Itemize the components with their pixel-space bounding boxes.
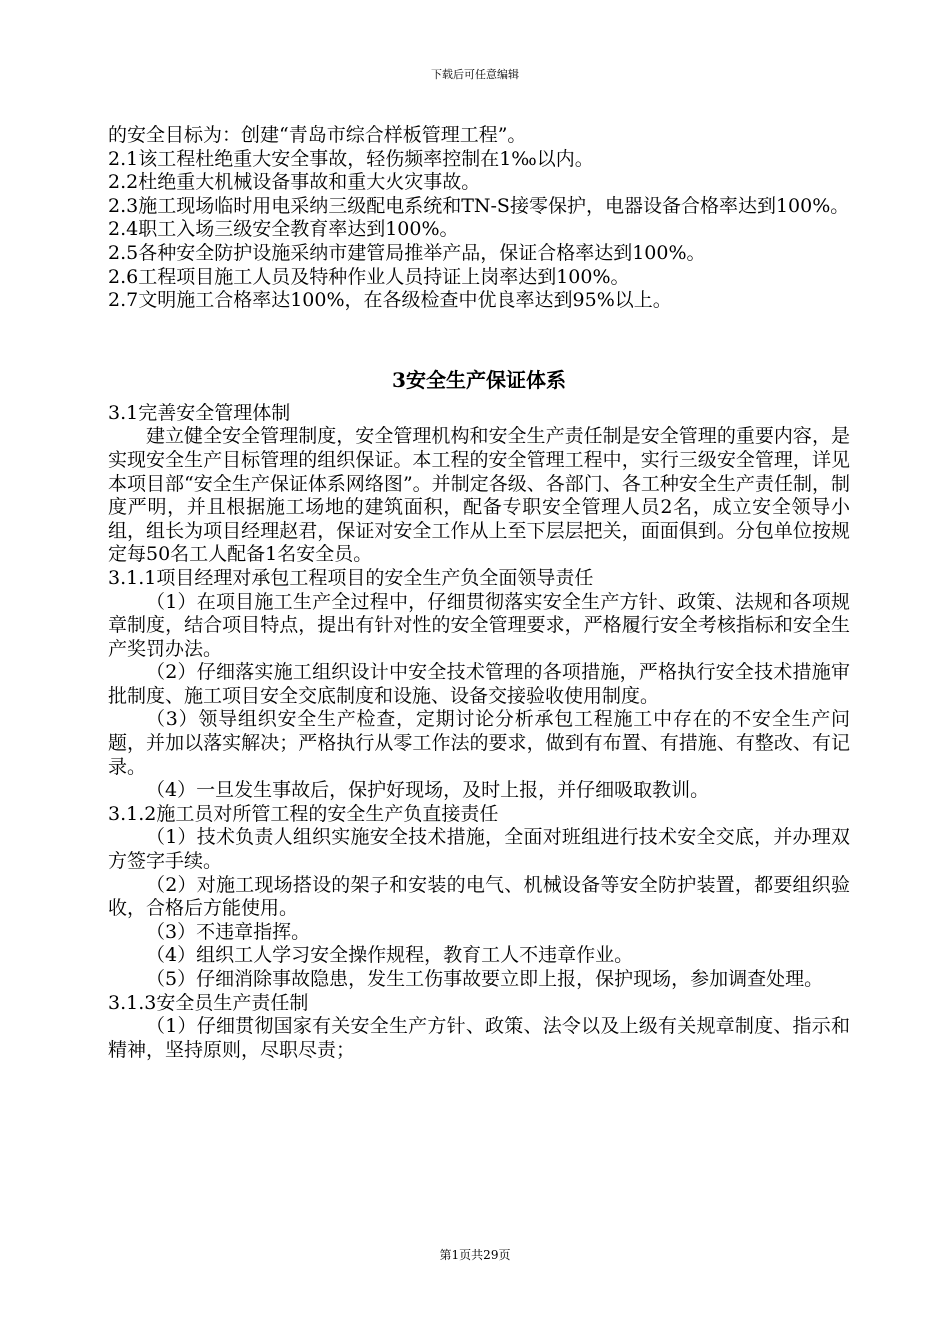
list-item: （1）在项目施工生产全过程中，仔细贯彻落实安全生产方针、政策、法规和各项规章制度，结合项目特点，提出有针对性的安全管理要求，严格履行安全考核指标和安全生产奖罚办法。 — [108, 590, 850, 660]
subsection-heading: 3.1.2施工员对所管工程的安全生产负直接责任 — [108, 802, 499, 825]
target-item: 2.4职工入场三级安全教育率达到100%。 — [108, 218, 459, 241]
subsection-heading: 3.1.1项目经理对承包工程项目的安全生产负全面领导责任 — [108, 566, 594, 589]
document-body — [108, 124, 850, 1062]
intro-line: 的安全目标为：创建“青岛市综合样板管理工程”。 — [108, 124, 527, 146]
target-item: 2.3施工现场临时用电采纳三级配电系统和TN-S接零保护，电器设备合格率达到100%。 — [108, 194, 850, 217]
list-item: （4）一旦发生事故后，保护好现场，及时上报，并仔细吸取教训。 — [146, 779, 710, 802]
section-title: 3安全生产保证体系 — [392, 367, 566, 392]
target-item: 2.1该工程杜绝重大安全事故，轻伤频率控制在1‰以内。 — [108, 147, 594, 170]
paragraph: 建立健全安全管理制度，安全管理机构和安全生产责任制是安全管理的重要内容，是实现安全生产目标管理的组织保证。本工程的安全管理工程中，实行三级安全管理，详见本项目部“安全生产保证体系网络图”。并制定各级、各部门、各工种安全生产责任制，制度严明，并且根据施工场地的建筑面积，配备专职安全管理人员2名，成立安全领导小组，组长为项目经理赵君，保证对安全工作从上至下层层把关，面面俱到。分包单位按规定每50名工人配备1名安全员。 — [108, 425, 850, 566]
page-footer: 第1页共29页 — [439, 1248, 511, 1262]
list-item: （2）仔细落实施工组织设计中安全技术管理的各项措施，严格执行安全技术措施审批制度、施工项目安全交底制度和设施、设备交接验收使用制度。 — [108, 661, 850, 707]
page-header: 下载后可任意编辑 — [431, 68, 519, 81]
subsection-heading: 3.1.3安全员生产责任制 — [108, 991, 309, 1014]
list-item: （3）领导组织安全生产检查，定期讨论分析承包工程施工中存在的不安全生产问题，并加以落实解决；严格执行从零工作法的要求，做到有布置、有措施、有整改、有记录。 — [108, 708, 850, 778]
subsection-heading: 3.1完善安全管理体制 — [108, 401, 291, 424]
list-item: （3）不违章指挥。 — [146, 920, 311, 943]
target-item: 2.2杜绝重大机械设备事故和重大火灾事故。 — [108, 171, 481, 194]
target-item: 2.6工程项目施工人员及特种作业人员持证上岗率达到100%。 — [108, 265, 630, 288]
spacer — [108, 313, 850, 360]
target-item: 2.5各种安全防护设施采纳市建管局推举产品，保证合格率达到100%。 — [108, 241, 706, 264]
target-item: 2.7文明施工合格率达100%，在各级检查中优良率达到95%以上。 — [108, 289, 672, 312]
list-item: （1）仔细贯彻国家有关安全生产方针、政策、法令以及上级有关规章制度、指示和精神，坚持原则，尽职尽责； — [108, 1015, 850, 1061]
list-item: （4）组织工人学习安全操作规程，教育工人不违章作业。 — [146, 944, 634, 967]
list-item: （2）对施工现场搭设的架子和安装的电气、机械设备等安全防护装置，都要组织验收，合格后方能使用。 — [108, 873, 850, 920]
list-item: （1）技术负责人组织实施安全技术措施，全面对班组进行技术安全交底，并办理双方签字手续。 — [108, 826, 850, 873]
list-item: （5）仔细消除事故隐患，发生工伤事故要立即上报，保护现场，参加调查处理。 — [146, 968, 824, 990]
